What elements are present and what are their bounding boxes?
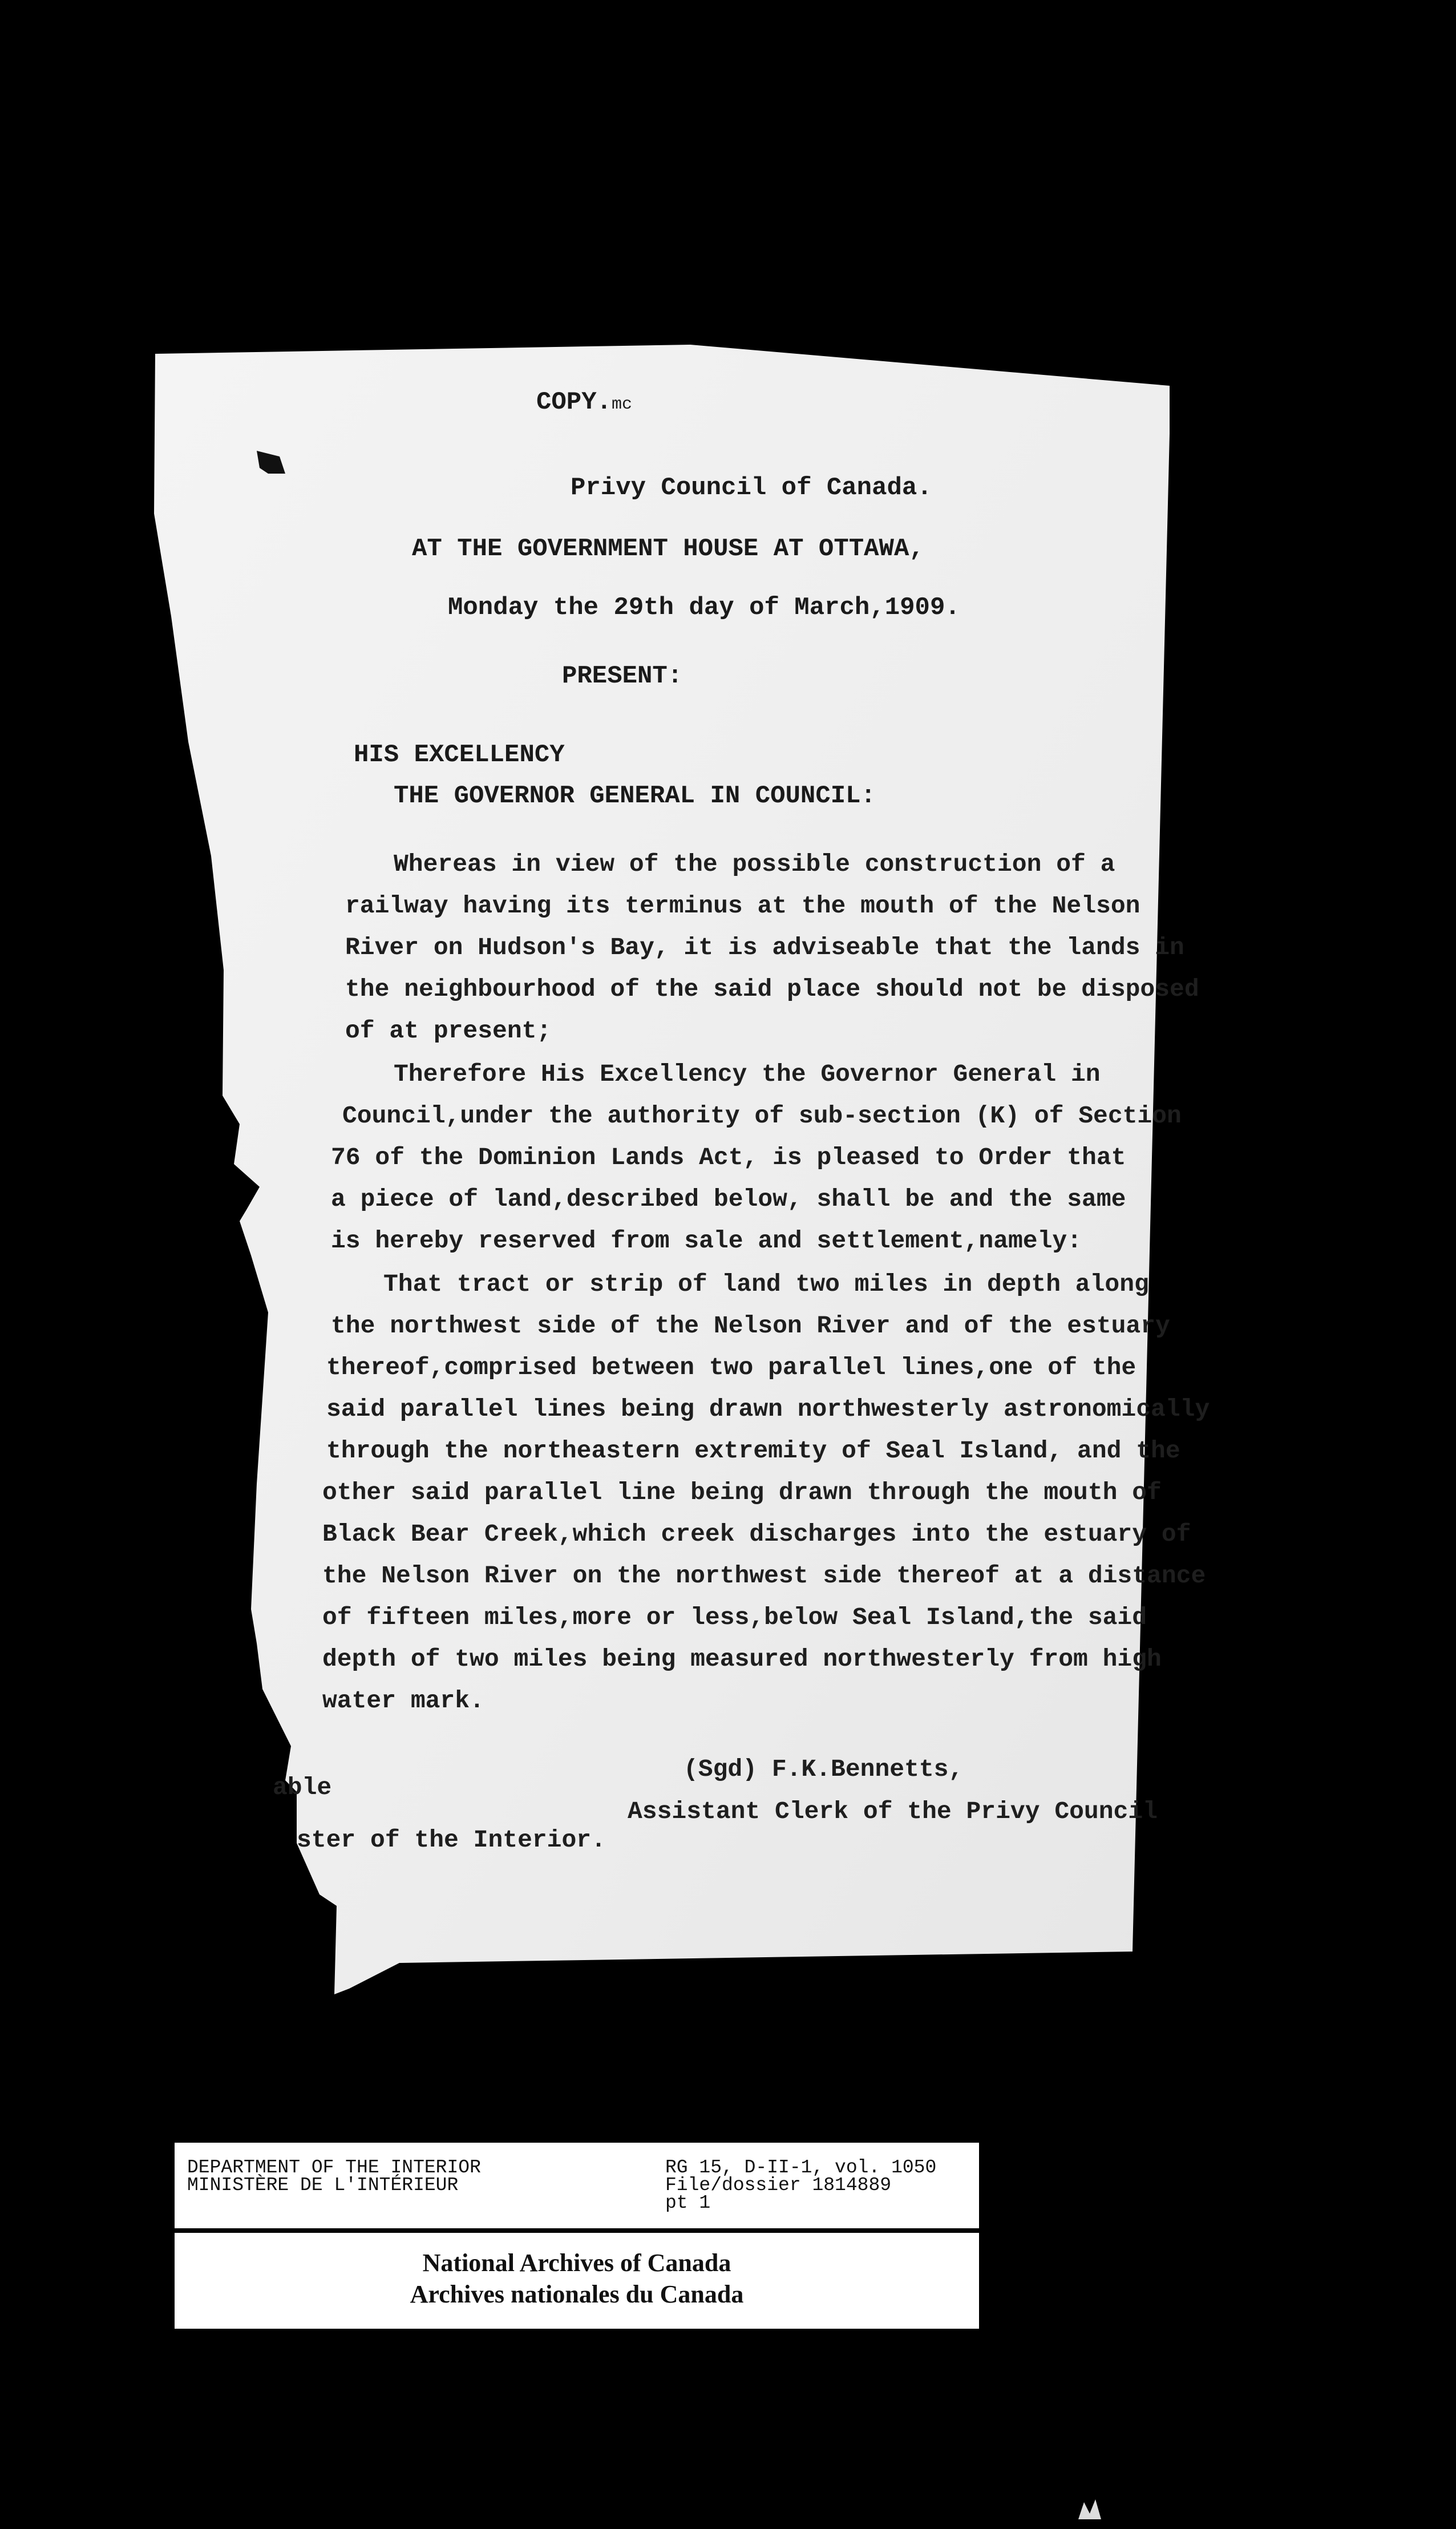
body-line: water mark. xyxy=(322,1687,484,1715)
present-heading: PRESENT: xyxy=(562,662,683,690)
reference-line: File/dossier 1814889 xyxy=(665,2175,892,2196)
archives-name-fr: Archives nationales du Canada xyxy=(410,2280,744,2308)
body-line: of at present; xyxy=(345,1017,552,1045)
addressee-line: able xyxy=(273,1773,332,1801)
body-line: the neighbourhood of the said place should not be disposed xyxy=(345,975,1199,1003)
location-line: AT THE GOVERNMENT HOUSE AT OTTAWA, xyxy=(412,535,924,563)
body-line: That tract or strip of land two miles in depth along xyxy=(383,1270,1149,1298)
body-line: through the northeastern extremity of Seal Island, and the xyxy=(326,1437,1180,1465)
archive-label xyxy=(175,2143,979,2329)
body-line: a piece of land,described below, shall be and the same xyxy=(331,1185,1126,1213)
body-line: depth of two miles being measured northwesterly from high xyxy=(322,1645,1162,1673)
archive-logo-icon xyxy=(1073,2496,1107,2525)
body-line: 76 of the Dominion Lands Act, is pleased to Order that xyxy=(331,1144,1126,1171)
body-line: said parallel lines being drawn northwesterly astronomically xyxy=(326,1395,1210,1423)
reference-line: RG 15, D-II-1, vol. 1050 xyxy=(665,2157,937,2178)
department-en: DEPARTMENT OF THE INTERIOR xyxy=(187,2157,481,2178)
council-name: Privy Council of Canada. xyxy=(571,474,932,502)
body-line: thereof,comprised between two parallel lines,one of the xyxy=(326,1354,1137,1381)
body-line: Whereas in view of the possible construction of a xyxy=(394,850,1115,878)
body-line: railway having its terminus at the mouth of the Nelson xyxy=(345,892,1140,920)
governor-heading: THE GOVERNOR GENERAL IN COUNCIL: xyxy=(394,782,876,810)
body-line: the northwest side of the Nelson River and of the estuary xyxy=(331,1312,1170,1340)
date-line: Monday the 29th day of March,1909. xyxy=(448,593,960,622)
body-line: River on Hudson's Bay, it is adviseable that the lands in xyxy=(345,934,1184,961)
copy-mark: COPY.mc xyxy=(536,388,633,417)
excellency-heading: HIS EXCELLENCY xyxy=(354,741,565,769)
archives-name-en: National Archives of Canada xyxy=(422,2249,731,2277)
addressee-line: ster of the Interior. xyxy=(297,1826,606,1854)
body-line: the Nelson River on the northwest side thereof at a distance xyxy=(322,1562,1206,1590)
label-divider xyxy=(175,2228,979,2233)
body-line: other said parallel line being drawn through the mouth of xyxy=(322,1478,1162,1506)
body-line: Black Bear Creek,which creek discharges into the estuary of xyxy=(322,1520,1191,1548)
body-line: is hereby reserved from sale and settlement,namely: xyxy=(331,1227,1082,1255)
body-line: Council,under the authority of sub-section (K) of Section xyxy=(342,1102,1182,1130)
signature-title: Assistant Clerk of the Privy Council xyxy=(628,1797,1158,1825)
body-line: of fifteen miles,more or less,below Seal Island,the said xyxy=(322,1603,1147,1631)
signature: (Sgd) F.K.Bennetts, xyxy=(683,1755,964,1783)
department-fr: MINISTÈRE DE L'INTÉRIEUR xyxy=(187,2175,459,2196)
reference-line: pt 1 xyxy=(665,2192,711,2213)
body-line: Therefore His Excellency the Governor General in xyxy=(394,1060,1101,1088)
